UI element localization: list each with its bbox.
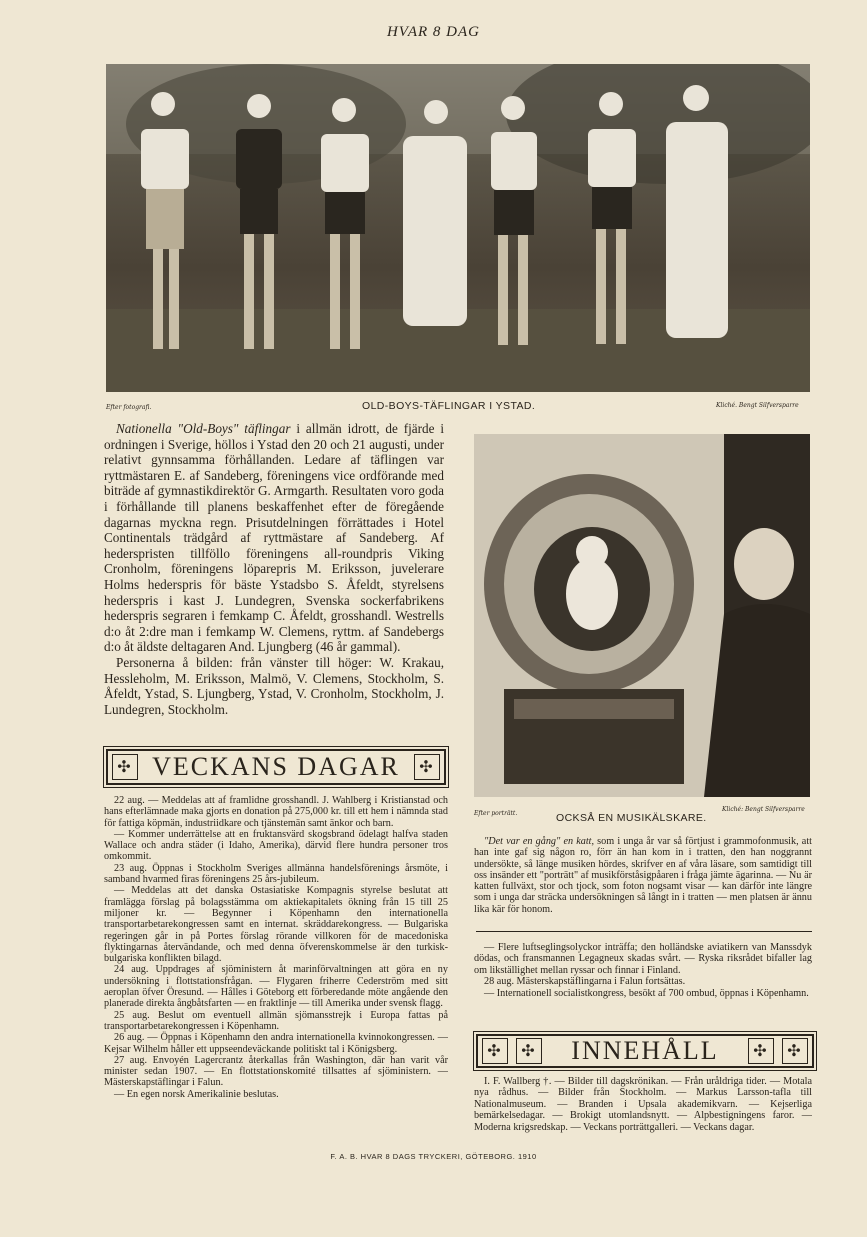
old-boys-article [104, 421, 444, 717]
top-photo-credit-right: Kliché. Bengt Silfversparre [716, 402, 799, 409]
article-lead: Nationella "Old-Boys" täflingar [116, 421, 291, 436]
cat-gramophone-photo [474, 434, 810, 797]
right-photo-credit-left: Efter porträtt. [474, 810, 518, 817]
news-entry: 25 aug. Beslut om eventuell allmän sjömansstrejk i Europa fattas på transportarbetarekongressen i Köpenhamn. [104, 1009, 448, 1032]
veckans-dagar-banner [106, 749, 446, 785]
news-entry: — Internationell socialistkongress, besökt af 700 ombud, öppnas i Köpenhamn. [484, 987, 809, 999]
news-entry: 22 aug. — Meddelas att af framlidne grosshandl. J. Wahlberg i Kristianstad och hans efterlämnade maka gjorts en donation på 275,000 kr. till ett hem i nämnda stad för fattiga köpmän, industriidkare och tjänstemän samt änkor och barn. [104, 795, 448, 829]
cat-article-lead: "Det var en gång" en katt, [484, 836, 595, 847]
innehall-heading: INNEHÅLL [571, 1036, 719, 1065]
divider [476, 931, 812, 932]
ornament-icon: ✣ [112, 754, 138, 780]
contents-text: I. F. Wallberg †. — Bilder till dagskrönikan. — Från uråldriga tider. — Motala nya rådhus. — Bilder från Stockholm. — Markus Larsson-tafla till Nationalmuseum. — Branden i Upsala akademikvarn. — Kejserliga bemärkelsedagar. — Brokigt utomlandsnytt. — Alpbestigningens faror. — Moderna krigsredskap. — Veckans porträttgalleri. — Veckans dagar. [474, 1076, 812, 1133]
news-entry: 28 aug. Mästerskapstäflingarna i Falun fortsättas. [484, 976, 686, 988]
right-photo-credit-right: Kliché: Bengt Silfversparre [722, 806, 805, 813]
page-header: HVAR 8 DAG [386, 24, 481, 40]
printer-footer: F. A. B. HVAR 8 DAGS TRYCKERI, GÖTEBORG. 1910 [330, 1152, 537, 1161]
ornament-icon: ✣ [414, 754, 440, 780]
old-boys-photo-illustration [106, 64, 810, 392]
news-entry: 26 aug. — Öppnas i Köpenhamn den andra internationella kvinnokongressen. — Kejsar Wilhelm håller ett uppseendeväckande politiskt tal i Königsberg. [104, 1032, 448, 1055]
right-photo-caption: OCKSÅ EN MUSIKÄLSKARE. [556, 812, 707, 824]
article-paragraph-2: Personerna å bilden: från vänster till höger: W. Krakau, Hessleholm, M. Eriksson, Malmö, V. Clemens, Stockholm, S. Åfeldt, Ystad, S. Ljungberg, Ystad, V. Cronholm, Stockholm, J. Lundegren, Stockholm. [104, 654, 444, 717]
news-entry: — Meddelas att det danska Ostasiatiske Kompagnis styrelse beslutat att framlägga förslag på bolagsstämma om aktiekapitalets ökning från 15 till 25 miljoner kr. — Begynner i Köpenhamn den internationella transportarbetarekongressen samt en internat. skräddarekongress. — Bulgariska regeringen går in på Portes förslag rörande villkoren för de macedoniska flyktingarnas återvändande, och med denna öfverenskommelse är den turkisk-bulgariska konflikten bilagd. [104, 885, 448, 965]
ornament-icon: ✣ [782, 1038, 808, 1064]
old-boys-photo [106, 64, 810, 392]
innehall-banner [476, 1034, 814, 1068]
right-news-list [474, 942, 812, 999]
news-entry: — En egen norsk Amerikalinie beslutas. [114, 1088, 279, 1100]
news-entry: 27 aug. Envoyén Lagercrantz återkallas från Washington, där han varit vår minister sedan 1907. — En flottstationskomité tillsattes af sjöministern. — Mästerskapstäflingar i Falun. [104, 1054, 448, 1089]
article-paragraph-1 [104, 421, 444, 655]
news-entry: — Kommer underrättelse att en fruktansvärd skogsbrand ödelagt halfva staden Wallace och andra städer (i Idaho, Amerika), därvid flere hundra personer tros omkommit. [104, 828, 448, 863]
news-entry: 24 aug. Uppdrages af sjöministern åt marinförvaltningen att göra en ny undersökning i flottstationsfrågan. — Flygaren friherre Cederström med sitt aeroplan öfver Öresund. — Hålles i Göteborg ett förberedande möte angående den planerade direkta ångbåtsfarten — en fraktlinje — till Amerika under svensk flagg. [104, 964, 448, 1010]
ornament-icon: ✣ [516, 1038, 542, 1064]
top-photo-caption: OLD-BOYS-TÄFLINGAR I YSTAD. [362, 400, 536, 412]
news-entry: 23 aug. Öppnas i Stockholm Sveriges allmänna handelsförenings årsmöte, i samband hvarmed firas föreningens 25 års-jubileum. [104, 862, 448, 886]
ornament-icon: ✣ [482, 1038, 508, 1064]
cat-gramophone-illustration [474, 434, 810, 797]
veckans-dagar-heading: VECKANS DAGAR [152, 752, 400, 781]
cat-article [474, 836, 812, 915]
news-entry: — Flere luftseglingsolyckor inträffa; den holländske aviatikern van Manssdyk dödas, och fransmannen Legagneux skadas svårt. — Ryska riksrådet bifaller lag om likställighet mellan ryssar och finnar i Finland. [474, 942, 812, 976]
top-photo-credit-left: Efter fotografi. [106, 404, 152, 411]
table-of-contents [474, 1076, 812, 1133]
cat-article-body: som i unga år var så förtjust i grammofonmusik, att han inte gaf sig någon ro, förr än han kom in i tratten, den han noggrannt undersökte, så länge musiken hördes, skrifver en af våra läsare, som samtidigt till oss insänder ett "porträtt" af musikförståsigpåaren i fråga jämte ägarinna. — Nu är katten fullväxt, stor och tjock, som foton nogsamt visar — kan därför inte längre som i unga dar sträcka undersökningen så långt in i tratten — men platsen är ännu lika kär för honom. [474, 836, 812, 915]
article-body: i allmän idrott, de fjärde i ordningen i Sverige, höllos i Ystad den 20 och 21 augusti, under relativt gynnsamma förhållanden. Ledare af täflingen var ryttmästaren E. af Sandeberg, föreningens vice ordförande med biträde af gymnastikdirektör G. Armgarth. Resultaten voro goda i förhållande till planens beskaffenhet efter de föregående dagarnas myckna regn. Prisutdelningen förrättades i Hotel Continentals trädgård af ryttmästare af Sandeberg. Af hederspristen tillföllo föreningens all-roundpris Viking Cronholm, föreningens löparepris M. Eriksson, juvelerare Holms hederspris för bäste Ystadsbo S. Åfeldt, styrelsens hederspris i kast J. Lundegren, Svenska sockerfabrikens hederspris segraren i femkamp C. Åfeldt, grosshandl. Westrells d:o åt 2:dre man i femkamp W. Clemens, ryttm. af Sandebergs d:o åt äldste deltagaren And. Ljungberg (46 år gammal). [104, 421, 444, 655]
veckans-dagar-list [104, 795, 448, 1100]
cat-article-paragraph [474, 836, 812, 915]
ornament-icon: ✣ [748, 1038, 774, 1064]
